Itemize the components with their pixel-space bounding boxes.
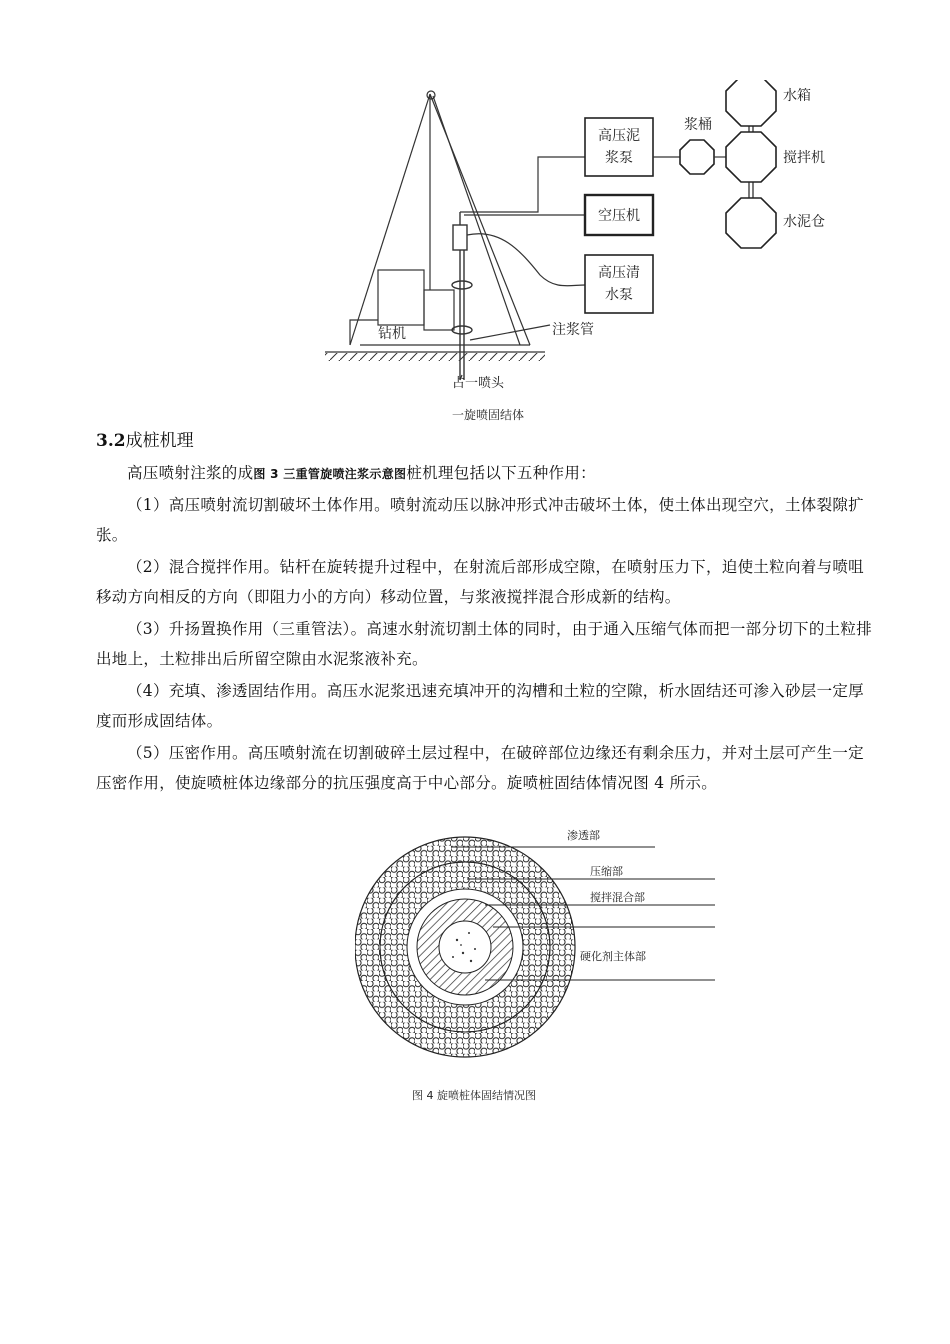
air-compressor-box [585,195,653,235]
mixing-zone-label: 搅拌混合部 [590,891,645,904]
connection-lines [460,157,585,380]
mud-pump-label-2: 浆泵 [605,150,633,166]
intro-text-after: 桩机理包括以下五种作用： [406,464,596,482]
mud-pump-label-1: 高压泥 [598,128,640,144]
jet-grout-body-label: 一旋喷固结体 [452,408,525,422]
water-tank [726,80,811,132]
drill-derrick [350,91,530,345]
water-tank-label: 水箱 [783,88,811,104]
permeation-zone-label: 渗透部 [567,829,600,842]
ground-line [325,352,545,361]
cement-silo-label: 水泥仓 [783,214,825,230]
high-pressure-water-pump-box [585,255,653,313]
figure-4-diagram [355,825,735,1110]
paragraph-1: （1）高压喷射流切割破坏土体作用。喷射流动压以脉冲形式冲击破坏土体，使土体出现空穴，土体裂隙扩张。 [96,496,864,544]
paragraph-5: （5）压密作用。高压喷射流在切割破碎土层过程中，在破碎部位边缘还有剩余压力，并对土层可产生一定压密作用，使旋喷桩体边缘部分的抗压强度高于中心部分。旋喷桩固结体情况图 4 所示。 [96,744,864,792]
compaction-zone-label: 压缩部 [590,865,623,878]
water-pump-label-2: 水泵 [605,287,633,303]
mixer-tank [726,132,825,182]
section-title: 成桩机理 [125,431,194,451]
grout-pipe-label: 注浆管 [552,322,594,338]
section-heading [96,426,194,451]
paragraph-3: （3）升扬置换作用（三重管法）。高速水射流切割土体的同时，由于通入压缩气体而把一部分切下的土粒排出地上，土粒排出后所留空隙由水泥浆液补充。 [96,620,873,668]
slurry-bucket [653,116,714,174]
slurry-bucket-label: 浆桶 [684,117,712,133]
figure-4-caption: 图 4 旋喷桩体固结情况图 [412,1089,536,1102]
nozzle-label: 占一喷头 [452,376,505,391]
hardened-core-label: 硬化剂主体部 [580,950,646,963]
figure-3-diagram [320,80,880,425]
cement-silo [726,182,825,248]
figure-3-caption: 图 3 三重管旋喷注浆示意图 [253,467,407,481]
mixer-label: 搅拌机 [783,150,825,166]
hardened-core-zone [417,899,513,995]
paragraph-4: （4）充填、渗透固结作用。高压水泥浆迅速充填冲开的沟槽和土粒的空隙，析水固结还可渗入砂层一定厚度而形成固结体。 [96,682,864,730]
intro-text-before: 高压喷射注浆的成 [127,464,254,482]
air-compressor-label: 空压机 [598,208,640,224]
paragraph-2: （2）混合搅拌作用。钻杆在旋转提升过程中，在射流后部形成空隙，在喷射压力下，迫使土粒向着与喷咀移动方向相反的方向（即阻力小的方向）移动位置，与浆液搅拌混合形成新的结构。 [96,558,864,606]
high-pressure-mud-pump-box [585,118,653,176]
water-pump-label-1: 高压清 [598,265,640,281]
drill-rig-label: 钻机 [378,326,406,342]
intro-paragraph [96,458,876,489]
section-number: 3.2 [96,431,126,451]
